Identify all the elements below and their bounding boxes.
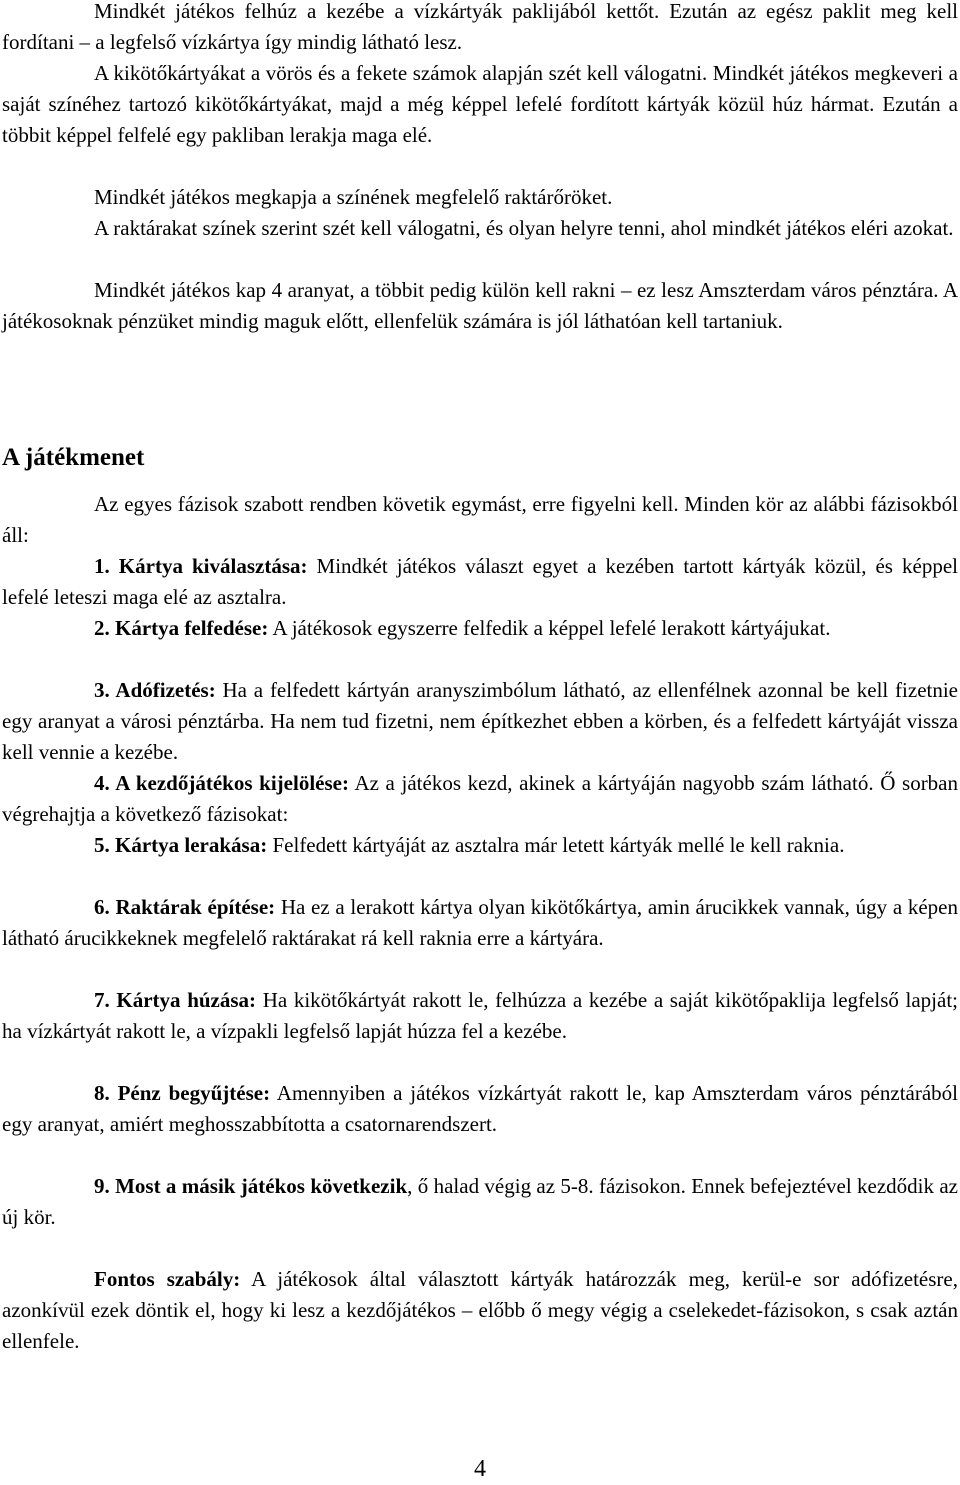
phase-term: 6. Raktárak építése: [94, 895, 276, 919]
intro-paragraph-3: Mindkét játékos megkapja a színének megfelelő raktárőröket. [94, 185, 613, 209]
phase-item-2 [2, 613, 958, 644]
phase-item-8 [2, 1078, 958, 1140]
phase-item-4 [2, 768, 958, 830]
phase-text: Amennyiben a játékos vízkártyát rakott le, kap Amszterdam város pénztárából egy aranyat, amiért meghosszabbította a csatornarendszert. [2, 1081, 959, 1136]
phase-term: 8. Pénz begyűjtése: [94, 1081, 271, 1105]
phase-term: 4. A kezdőjátékos kijelölése: [94, 771, 349, 795]
phase-term: 5. Kártya lerakása: [94, 833, 268, 857]
section-heading: A játékmenet [2, 444, 145, 471]
intro-paragraph-5: Mindkét játékos kap 4 aranyat, a többit pedig külön kell rakni – ez lesz Amszterdam város pénztára. A játékosoknak pénzüket mindig maguk előtt, ellenfelük számára is jól láthatóan kell tartaniuk. [2, 278, 958, 333]
phase-text: Felfedett kártyáját az asztalra már letett kártyák mellé le kell raknia. [267, 833, 845, 857]
phase-item-7 [2, 985, 958, 1047]
rule-term: Fontos szabály: [94, 1267, 241, 1291]
phase-text: Ha ez a lerakott kártya olyan kikötőkártya, amin árucikkek vannak, úgy a képen látható árucikkeknek megfelelő raktárakat rá kell raknia erre a kártyára. [2, 895, 959, 950]
phase-term: 2. Kártya felfedése: [94, 616, 269, 640]
phase-term: 9. Most a másik játékos következik [94, 1174, 408, 1198]
section-intro: Az egyes fázisok szabott rendben követik egymást, erre figyelni kell. Minden kör az alábbi fázisokból áll: [2, 492, 958, 547]
intro-paragraph-1: Mindkét játékos felhúz a kezébe a vízkártyák paklijából kettőt. Ezután az egész paklit meg kell fordítani – a legfelső vízkártya így mindig látható lesz. [2, 0, 958, 54]
phase-text: Az a játékos kezd, akinek a kártyáján nagyobb szám látható. Ő sorban végrehajtja a következő fázisokat: [2, 771, 959, 826]
intro-paragraph-4: A raktárakat színek szerint szét kell válogatni, és olyan helyre tenni, ahol mindkét játékos eléri azokat. [94, 216, 954, 240]
phase-term: 7. Kártya húzása: [94, 988, 257, 1012]
phase-item-6 [2, 892, 958, 954]
phase-term: 1. Kártya kiválasztása: [94, 554, 308, 578]
phase-text: Ha kikötőkártyát rakott le, felhúzza a kezébe a saját kikötőpaklija legfelső lapját; ha vízkártyát rakott le, a vízpakli legfelső lapját húzza fel a kezébe. [2, 988, 958, 1043]
important-rule [2, 1264, 958, 1357]
phase-item-9 [2, 1171, 958, 1233]
phase-text: , ő halad végig az 5-8. fázisokon. Ennek befejeztével kezdődik az új kör. [2, 1174, 958, 1229]
phase-item-5 [2, 830, 958, 861]
phase-text: Mindkét játékos választ egyet a kezében tartott kártyák közül, és képpel lefelé leteszi maga elé az asztalra. [2, 554, 959, 609]
page-number: 4 [474, 1456, 486, 1482]
phase-item-3 [2, 675, 958, 768]
intro-paragraph-2: A kikötőkártyákat a vörös és a fekete számok alapján szét kell válogatni. Mindkét játékos megkeveri a saját színéhez tartozó kikötőkártyákat, majd a még képpel lefelé fordított kártyák közül húz hármat. Ezután a többit képpel felfelé egy pakliban lerakja maga elé. [2, 61, 958, 147]
rule-text: A játékosok által választott kártyák határozzák meg, kerül-e sor adófizetésre, azonkívül ezek döntik el, hogy ki lesz a kezdőjátékos – előbb ő megy végig a cselekedet-fázisokon, s csak aztán ellenfele. [2, 1267, 958, 1353]
phase-term: 3. Adófizetés: [94, 678, 216, 702]
phase-item-1 [2, 551, 958, 613]
phase-text: Ha a felfedett kártyán aranyszimbólum látható, az ellenfélnek azonnal be kell fizetnie egy aranyat a városi pénztárba. Ha nem tud fizetni, nem építkezhet ebben a körben, és a felfedett kártyáját vissza kell vennie a kezébe. [2, 678, 959, 764]
phase-text: A játékosok egyszerre felfedik a képpel lefelé lerakott kártyájukat. [268, 616, 831, 640]
